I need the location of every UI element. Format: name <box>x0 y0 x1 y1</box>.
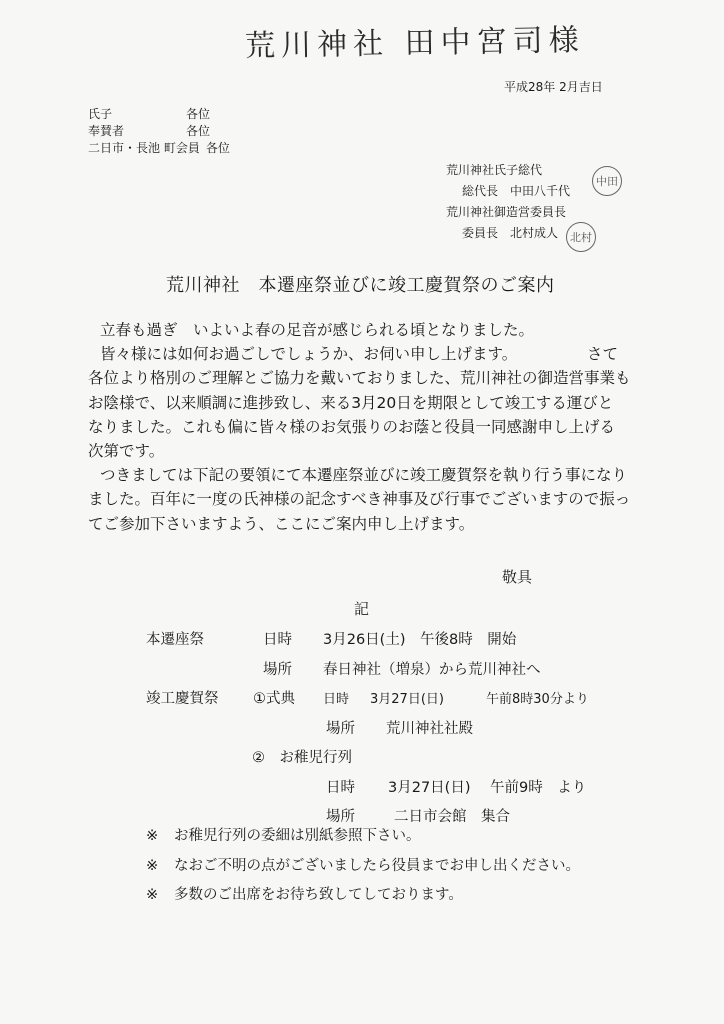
body-line: なりました。これも偏に皆々様のお気張りのお蔭と役員一同感謝申し上げる <box>88 417 616 436</box>
seal-stamp: 中田 <box>592 166 622 196</box>
body-line: 次第です。 <box>88 442 165 461</box>
event-name: 本遷座祭 <box>146 632 204 648</box>
event-place: 春日神社（増泉）から荒川神社へ <box>323 661 541 678</box>
body-line: 皆々様には如何お過ごしでしょうか、お伺い申し上げます。 さて <box>100 345 619 364</box>
sender-title-2: 委員長 <box>462 226 499 240</box>
sender-name-2: 北村成人 <box>510 226 559 240</box>
event-item: ①式典 <box>253 691 295 707</box>
note-mark: ※ <box>146 887 159 903</box>
note-line <box>146 822 580 852</box>
field-label: 日時 <box>323 692 350 707</box>
event-date: 3月27日(日) <box>370 692 444 707</box>
body-line: てご参加下さいますよう、ここにご案内申し上げます。 <box>88 514 475 533</box>
event-place: 二日市会館 集合 <box>394 809 510 825</box>
note-text: お稚児行列の委細は別紙参照下さい。 <box>174 828 421 844</box>
note-mark: ※ <box>146 828 159 844</box>
handwritten-addressee: 荒川神社 田中宮司様 <box>244 23 585 64</box>
event-time: 午前9時 より <box>490 779 587 796</box>
body-line: 各位より格別のご理解とご協力を戴いておりました、荒川神社の御造営事業も <box>88 369 631 388</box>
sender-line-1 <box>446 181 570 202</box>
recipient-row <box>88 140 230 157</box>
recipient-row <box>88 123 230 140</box>
event-datetime: 3月26日(土) 午後8時 開始 <box>323 632 517 648</box>
event-name: 竣工慶賀祭 <box>146 691 219 707</box>
sender-line-2 <box>446 223 570 244</box>
recipient-suffix: 各位 <box>186 107 211 121</box>
senders-block <box>446 160 570 244</box>
sender-org-2: 荒川神社御造営委員長 <box>446 205 567 219</box>
ki-heading: 記 <box>354 600 370 618</box>
recipient-suffix: 各位 <box>205 141 230 155</box>
body-line: ました。百年に一度の氏神様の記念すべき神事及び行事でございますので振っ <box>88 490 631 509</box>
field-label: 場所 <box>326 809 355 825</box>
sender-org-1: 荒川神社氏子総代 <box>446 163 543 177</box>
event-place: 荒川神社社殿 <box>386 720 473 737</box>
recipient-name: 奉賛者 <box>88 124 125 138</box>
closing-keigu: 敬具 <box>502 568 533 586</box>
event-time: 午前8時30分より <box>486 692 589 707</box>
letter-date: 平成28年 2月吉日 <box>504 80 603 94</box>
letter-body <box>88 318 648 536</box>
body-line: 立春も過ぎ いよいよ春の足音が感じられる頃となりました。 <box>100 321 535 339</box>
note-mark: ※ <box>146 857 159 874</box>
note-line <box>146 881 580 911</box>
recipient-suffix: 各位 <box>186 124 211 138</box>
recipient-row <box>88 106 230 123</box>
note-line <box>146 852 580 882</box>
document-title: 荒川神社 本遷座祭並びに竣工慶賀祭のご案内 <box>166 275 555 296</box>
recipient-name: 氏子 <box>88 107 113 121</box>
field-label: 場所 <box>326 720 355 737</box>
sender-title-1: 総代長 <box>462 184 499 198</box>
field-label: 日時 <box>263 632 292 648</box>
note-text: 多数のご出席をお待ち致してしております。 <box>174 887 463 903</box>
event-item: ② お稚児行列 <box>252 750 352 766</box>
body-line: つきましては下記の要領にて本遷座祭並びに竣工慶賀祭を執り行う事になり <box>100 466 628 485</box>
note-text: なおご不明の点がございましたら役員までお申し出ください。 <box>174 857 580 874</box>
body-line: お陰様で、以来順調に進捗致し、来る3月20日を期限として竣工する運びと <box>88 393 614 412</box>
recipient-name: 二日市・長池 町会員 <box>88 141 200 155</box>
sender-name-1: 中田八千代 <box>510 184 571 198</box>
event-date: 3月27日(日) <box>388 779 471 796</box>
field-label: 場所 <box>263 661 292 678</box>
notes-block <box>146 822 580 911</box>
recipients-block <box>88 106 230 157</box>
seal-stamp: 北村 <box>566 222 596 252</box>
field-label: 日時 <box>326 779 355 796</box>
